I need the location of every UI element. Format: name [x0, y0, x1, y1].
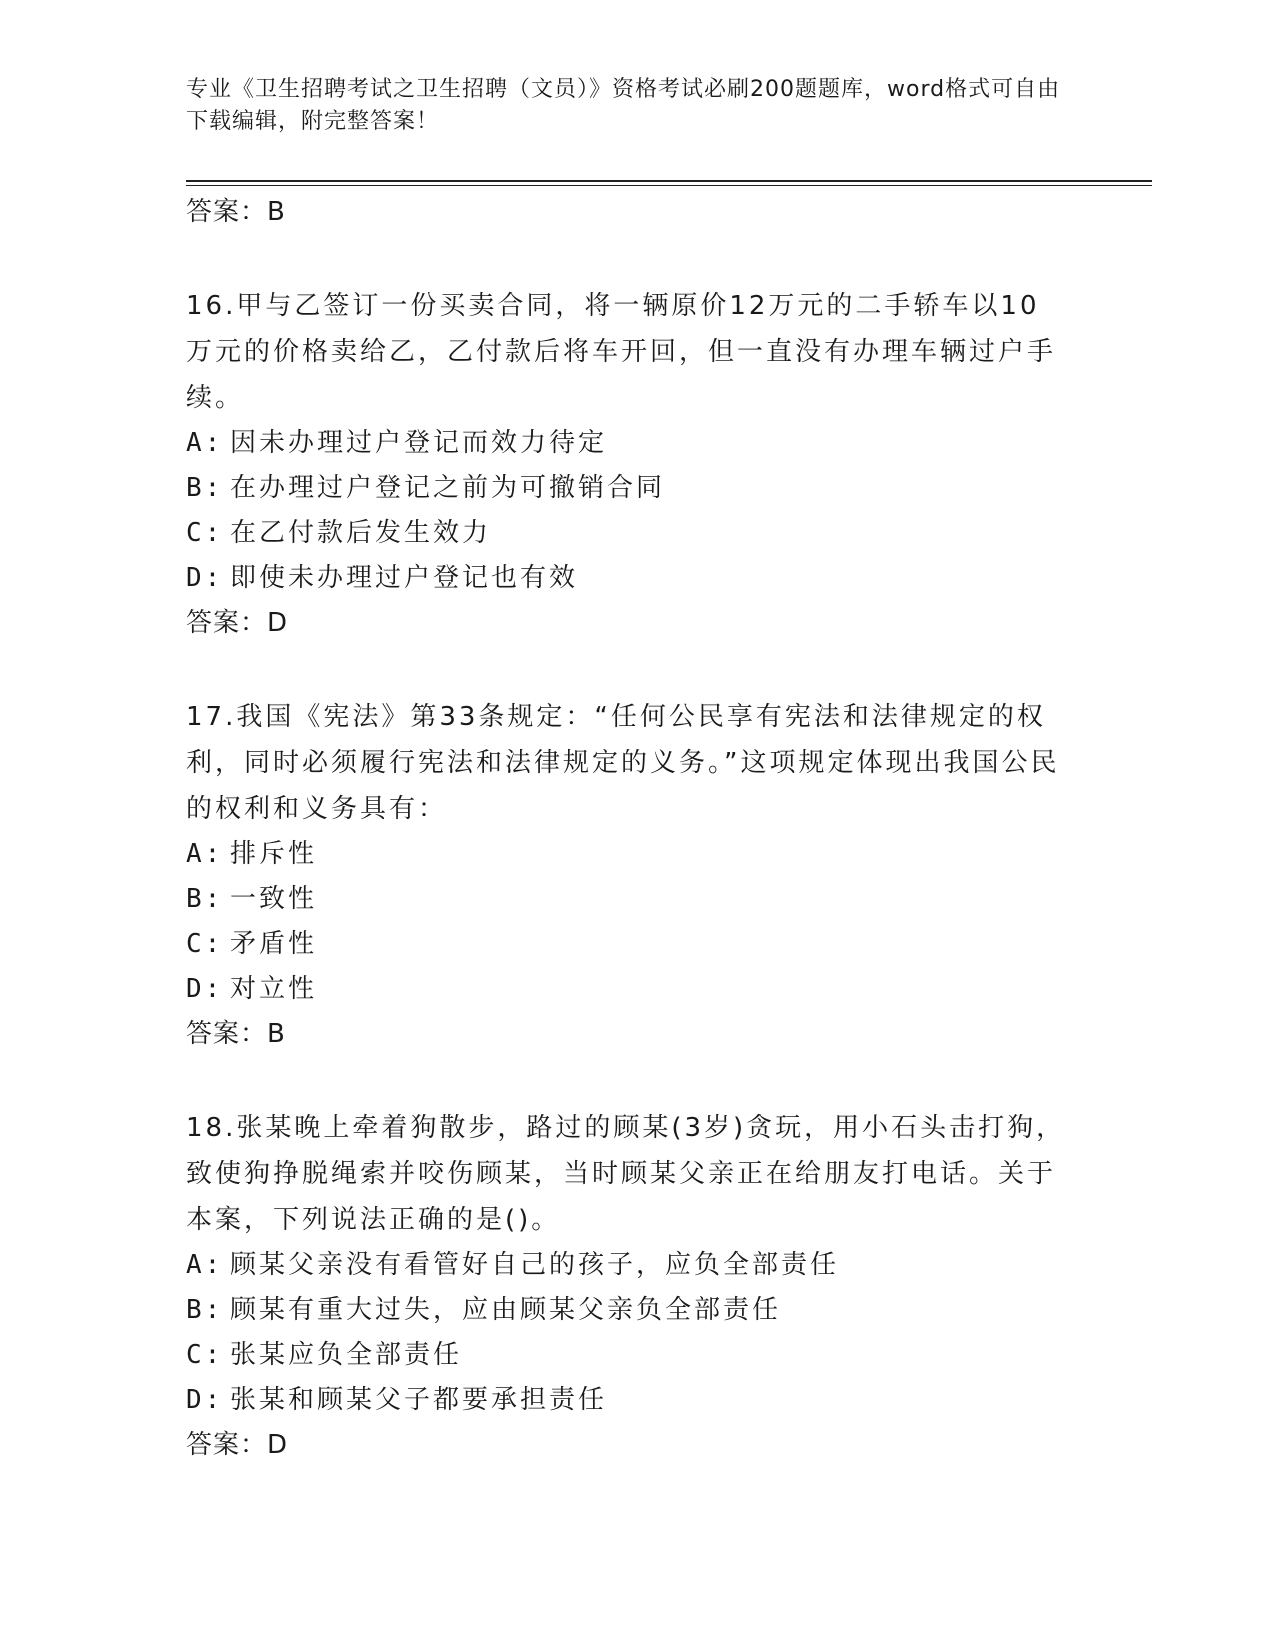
option-letter: D:	[186, 974, 224, 1004]
header-rule-thin	[186, 185, 1152, 186]
option-text: 在办理过户登记之前为可撤销合同	[230, 473, 666, 503]
option-d	[186, 556, 1086, 601]
option-text: 排斥性	[230, 839, 318, 869]
option-text: 顾某父亲没有看管好自己的孩子，应负全部责任	[230, 1250, 840, 1280]
option-letter: B:	[186, 884, 224, 914]
question-text: 18.张某晚上牵着狗散步，路过的顾某(3岁)贪玩，用小石头击打狗，致使狗挣脱绳索并咬伤顾某，当时顾某父亲正在给朋友打电话。关于本案，下列说法正确的是()。	[186, 1113, 1066, 1235]
option-text: 矛盾性	[230, 929, 318, 959]
option-text: 在乙付款后发生效力	[230, 518, 492, 548]
option-text: 顾某有重大过失，应由顾某父亲负全部责任	[230, 1295, 782, 1325]
answer-line: 答案：D	[186, 1430, 289, 1460]
option-letter: D:	[186, 1385, 224, 1415]
spacer	[186, 1056, 1086, 1105]
question-17	[186, 694, 1086, 1056]
answer-line: 答案：B	[186, 197, 286, 227]
option-letter: C:	[186, 1340, 224, 1370]
option-letter: D:	[186, 563, 224, 593]
question-18	[186, 1105, 1086, 1467]
option-letter: B:	[186, 473, 224, 503]
option-b	[186, 877, 1086, 922]
option-letter: C:	[186, 929, 224, 959]
option-c	[186, 1333, 1086, 1378]
option-b	[186, 466, 1086, 511]
option-d	[186, 1378, 1086, 1423]
header-rule-thick	[186, 180, 1152, 182]
option-text: 张某应负全部责任	[230, 1340, 463, 1370]
option-text: 即使未办理过户登记也有效	[230, 563, 579, 593]
option-text: 因未办理过户登记而效力待定	[230, 428, 608, 458]
option-text: 一致性	[230, 884, 318, 914]
answer-line: 答案：B	[186, 1019, 286, 1049]
spacer	[186, 645, 1086, 694]
document-body	[186, 190, 1086, 1467]
question-16	[186, 283, 1086, 645]
question-text: 17.我国《宪法》第33条规定：“任何公民享有宪法和法律规定的权利，同时必须履行宪法和法律规定的义务。”这项规定体现出我国公民的权利和义务具有：	[186, 702, 1060, 824]
spacer	[186, 234, 1086, 283]
option-letter: C:	[186, 518, 224, 548]
option-letter: B:	[186, 1295, 224, 1325]
option-b	[186, 1288, 1086, 1333]
option-text: 对立性	[230, 974, 318, 1004]
answer-line: 答案：D	[186, 608, 289, 638]
option-c	[186, 922, 1086, 967]
option-a	[186, 832, 1086, 877]
option-text: 张某和顾某父子都要承担责任	[230, 1385, 608, 1415]
option-c	[186, 511, 1086, 556]
option-letter: A:	[186, 1250, 224, 1280]
page-header: 专业《卫生招聘考试之卫生招聘（文员）》资格考试必刷200题题库，word格式可自由下载编辑，附完整答案！	[186, 77, 1061, 134]
option-a	[186, 421, 1086, 466]
option-a	[186, 1243, 1086, 1288]
option-letter: A:	[186, 428, 224, 458]
option-letter: A:	[186, 839, 224, 869]
question-text: 16.甲与乙签订一份买卖合同，将一辆原价12万元的二手轿车以10万元的价格卖给乙，乙付款后将车开回，但一直没有办理车辆过户手续。	[186, 291, 1057, 413]
option-d	[186, 967, 1086, 1012]
